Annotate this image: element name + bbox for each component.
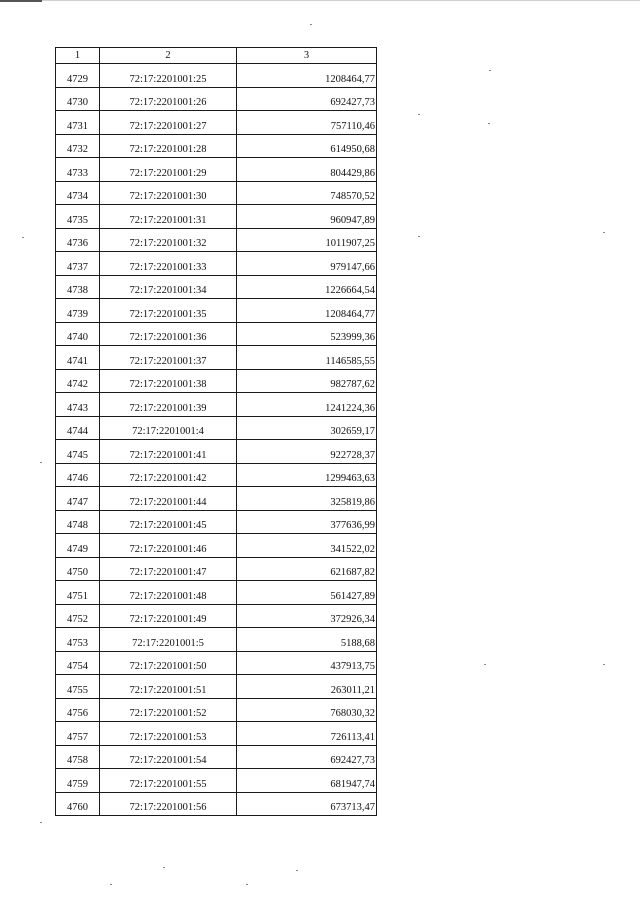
row-number-cell: 4756 <box>56 698 100 722</box>
cadastral-number-cell: 72:17:2201001:32 <box>100 228 237 252</box>
row-number-cell: 4729 <box>56 64 100 88</box>
row-number-cell: 4757 <box>56 722 100 746</box>
table-row <box>56 463 377 487</box>
scan-speck <box>296 870 298 871</box>
cadastral-number-cell: 72:17:2201001:27 <box>100 111 237 135</box>
cadastral-number-cell: 72:17:2201001:4 <box>100 416 237 440</box>
cadastral-value-cell: 768030,32 <box>237 698 377 722</box>
table-row <box>56 134 377 158</box>
cadastral-value-cell: 804429,86 <box>237 158 377 182</box>
cadastral-value-cell: 621687,82 <box>237 557 377 581</box>
cadastral-number-cell: 72:17:2201001:52 <box>100 698 237 722</box>
cadastral-number-cell: 72:17:2201001:56 <box>100 792 237 816</box>
scan-speck <box>40 462 42 463</box>
cadastral-number-cell: 72:17:2201001:55 <box>100 769 237 793</box>
table-row <box>56 252 377 276</box>
table-row <box>56 675 377 699</box>
cadastral-value-cell: 982787,62 <box>237 369 377 393</box>
row-number-cell: 4753 <box>56 628 100 652</box>
cadastral-number-cell: 72:17:2201001:28 <box>100 134 237 158</box>
cadastral-number-cell: 72:17:2201001:42 <box>100 463 237 487</box>
scan-speck <box>163 867 165 868</box>
cadastral-number-cell: 72:17:2201001:50 <box>100 651 237 675</box>
cadastral-number-cell: 72:17:2201001:31 <box>100 205 237 229</box>
cadastral-value-cell: 960947,89 <box>237 205 377 229</box>
cadastral-number-cell: 72:17:2201001:44 <box>100 487 237 511</box>
cadastral-value-cell: 1011907,25 <box>237 228 377 252</box>
table-row <box>56 275 377 299</box>
table-body <box>56 64 377 816</box>
scan-speck <box>418 236 420 237</box>
cadastral-value-cell: 1241224,36 <box>237 393 377 417</box>
table-row <box>56 745 377 769</box>
table-row <box>56 769 377 793</box>
cadastral-number-cell: 72:17:2201001:54 <box>100 745 237 769</box>
cadastral-value-cell: 1208464,77 <box>237 64 377 88</box>
table-row <box>56 651 377 675</box>
table-row <box>56 87 377 111</box>
cadastral-number-cell: 72:17:2201001:30 <box>100 181 237 205</box>
table-row <box>56 346 377 370</box>
cadastral-number-cell: 72:17:2201001:37 <box>100 346 237 370</box>
cadastral-number-cell: 72:17:2201001:49 <box>100 604 237 628</box>
scan-speck <box>484 664 486 665</box>
row-number-cell: 4732 <box>56 134 100 158</box>
cadastral-number-cell: 72:17:2201001:26 <box>100 87 237 111</box>
row-number-cell: 4745 <box>56 440 100 464</box>
table-row <box>56 628 377 652</box>
row-number-cell: 4746 <box>56 463 100 487</box>
table-row <box>56 722 377 746</box>
cadastral-value-cell: 325819,86 <box>237 487 377 511</box>
cadastral-value-cell: 302659,17 <box>237 416 377 440</box>
cadastral-number-cell: 72:17:2201001:38 <box>100 369 237 393</box>
table-row <box>56 487 377 511</box>
scan-speck <box>418 114 420 115</box>
cadastral-number-cell: 72:17:2201001:35 <box>100 299 237 323</box>
scan-top-edge <box>0 0 640 1</box>
cadastral-value-cell: 979147,66 <box>237 252 377 276</box>
row-number-cell: 4758 <box>56 745 100 769</box>
cadastral-value-cell: 341522,02 <box>237 534 377 558</box>
cadastral-number-cell: 72:17:2201001:39 <box>100 393 237 417</box>
row-number-cell: 4737 <box>56 252 100 276</box>
cadastral-value-cell: 757110,46 <box>237 111 377 135</box>
row-number-cell: 4743 <box>56 393 100 417</box>
table-row <box>56 205 377 229</box>
scan-speck <box>40 822 42 823</box>
row-number-cell: 4736 <box>56 228 100 252</box>
table-row <box>56 510 377 534</box>
scan-speck <box>310 24 312 25</box>
scan-speck <box>489 70 491 71</box>
row-number-cell: 4752 <box>56 604 100 628</box>
row-number-cell: 4748 <box>56 510 100 534</box>
table-row <box>56 181 377 205</box>
cadastral-number-cell: 72:17:2201001:33 <box>100 252 237 276</box>
cadastral-number-cell: 72:17:2201001:47 <box>100 557 237 581</box>
row-number-cell: 4749 <box>56 534 100 558</box>
row-number-cell: 4739 <box>56 299 100 323</box>
cadastral-value-cell: 263011,21 <box>237 675 377 699</box>
cadastral-value-cell: 1146585,55 <box>237 346 377 370</box>
cadastral-number-cell: 72:17:2201001:46 <box>100 534 237 558</box>
cadastral-value-cell: 372926,34 <box>237 604 377 628</box>
cadastral-number-cell: 72:17:2201001:48 <box>100 581 237 605</box>
row-number-cell: 4760 <box>56 792 100 816</box>
table-row <box>56 393 377 417</box>
row-number-cell: 4755 <box>56 675 100 699</box>
cadastral-value-cell: 561427,89 <box>237 581 377 605</box>
row-number-cell: 4747 <box>56 487 100 511</box>
scan-speck <box>110 884 112 885</box>
row-number-cell: 4740 <box>56 322 100 346</box>
table-row <box>56 416 377 440</box>
scan-top-edge-mark <box>0 0 42 2</box>
scan-speck <box>22 237 24 238</box>
row-number-cell: 4738 <box>56 275 100 299</box>
cadastral-value-cell: 922728,37 <box>237 440 377 464</box>
cadastral-number-cell: 72:17:2201001:5 <box>100 628 237 652</box>
cadastral-number-cell: 72:17:2201001:53 <box>100 722 237 746</box>
cadastral-value-cell: 1226664,54 <box>237 275 377 299</box>
cadastral-value-cell: 614950,68 <box>237 134 377 158</box>
row-number-cell: 4750 <box>56 557 100 581</box>
cadastral-value-cell: 1208464,77 <box>237 299 377 323</box>
table-row <box>56 299 377 323</box>
table-row <box>56 581 377 605</box>
scan-speck <box>488 123 490 124</box>
row-number-cell: 4733 <box>56 158 100 182</box>
table-row <box>56 534 377 558</box>
cadastral-number-cell: 72:17:2201001:51 <box>100 675 237 699</box>
row-number-cell: 4759 <box>56 769 100 793</box>
table-row <box>56 604 377 628</box>
table-row <box>56 158 377 182</box>
cadastral-value-cell: 1299463,63 <box>237 463 377 487</box>
scan-speck <box>603 664 605 665</box>
row-number-cell: 4742 <box>56 369 100 393</box>
cadastral-value-cell: 437913,75 <box>237 651 377 675</box>
row-number-cell: 4731 <box>56 111 100 135</box>
scan-speck <box>246 884 248 885</box>
column-header-3: 3 <box>237 48 377 64</box>
row-number-cell: 4751 <box>56 581 100 605</box>
cadastral-value-cell: 5188,68 <box>237 628 377 652</box>
cadastral-value-cell: 748570,52 <box>237 181 377 205</box>
cadastral-value-cell: 681947,74 <box>237 769 377 793</box>
cadastral-value-cell: 673713,47 <box>237 792 377 816</box>
row-number-cell: 4734 <box>56 181 100 205</box>
cadastral-value-cell: 523999,36 <box>237 322 377 346</box>
table-row <box>56 322 377 346</box>
cadastral-value-table <box>55 47 377 816</box>
cadastral-value-cell: 726113,41 <box>237 722 377 746</box>
cadastral-number-cell: 72:17:2201001:29 <box>100 158 237 182</box>
cadastral-number-cell: 72:17:2201001:34 <box>100 275 237 299</box>
row-number-cell: 4754 <box>56 651 100 675</box>
table-header-row <box>56 48 377 64</box>
column-header-1: 1 <box>56 48 100 64</box>
row-number-cell: 4741 <box>56 346 100 370</box>
table-row <box>56 792 377 816</box>
table-row <box>56 698 377 722</box>
cadastral-value-cell: 377636,99 <box>237 510 377 534</box>
table-row <box>56 557 377 581</box>
cadastral-number-cell: 72:17:2201001:25 <box>100 64 237 88</box>
column-header-2: 2 <box>100 48 237 64</box>
table-row <box>56 440 377 464</box>
row-number-cell: 4744 <box>56 416 100 440</box>
table-row <box>56 228 377 252</box>
cadastral-number-cell: 72:17:2201001:41 <box>100 440 237 464</box>
cadastral-value-cell: 692427,73 <box>237 87 377 111</box>
table-row <box>56 369 377 393</box>
row-number-cell: 4730 <box>56 87 100 111</box>
scan-speck <box>603 232 605 233</box>
table-row <box>56 111 377 135</box>
cadastral-number-cell: 72:17:2201001:45 <box>100 510 237 534</box>
table-row <box>56 64 377 88</box>
row-number-cell: 4735 <box>56 205 100 229</box>
cadastral-number-cell: 72:17:2201001:36 <box>100 322 237 346</box>
cadastral-value-cell: 692427,73 <box>237 745 377 769</box>
